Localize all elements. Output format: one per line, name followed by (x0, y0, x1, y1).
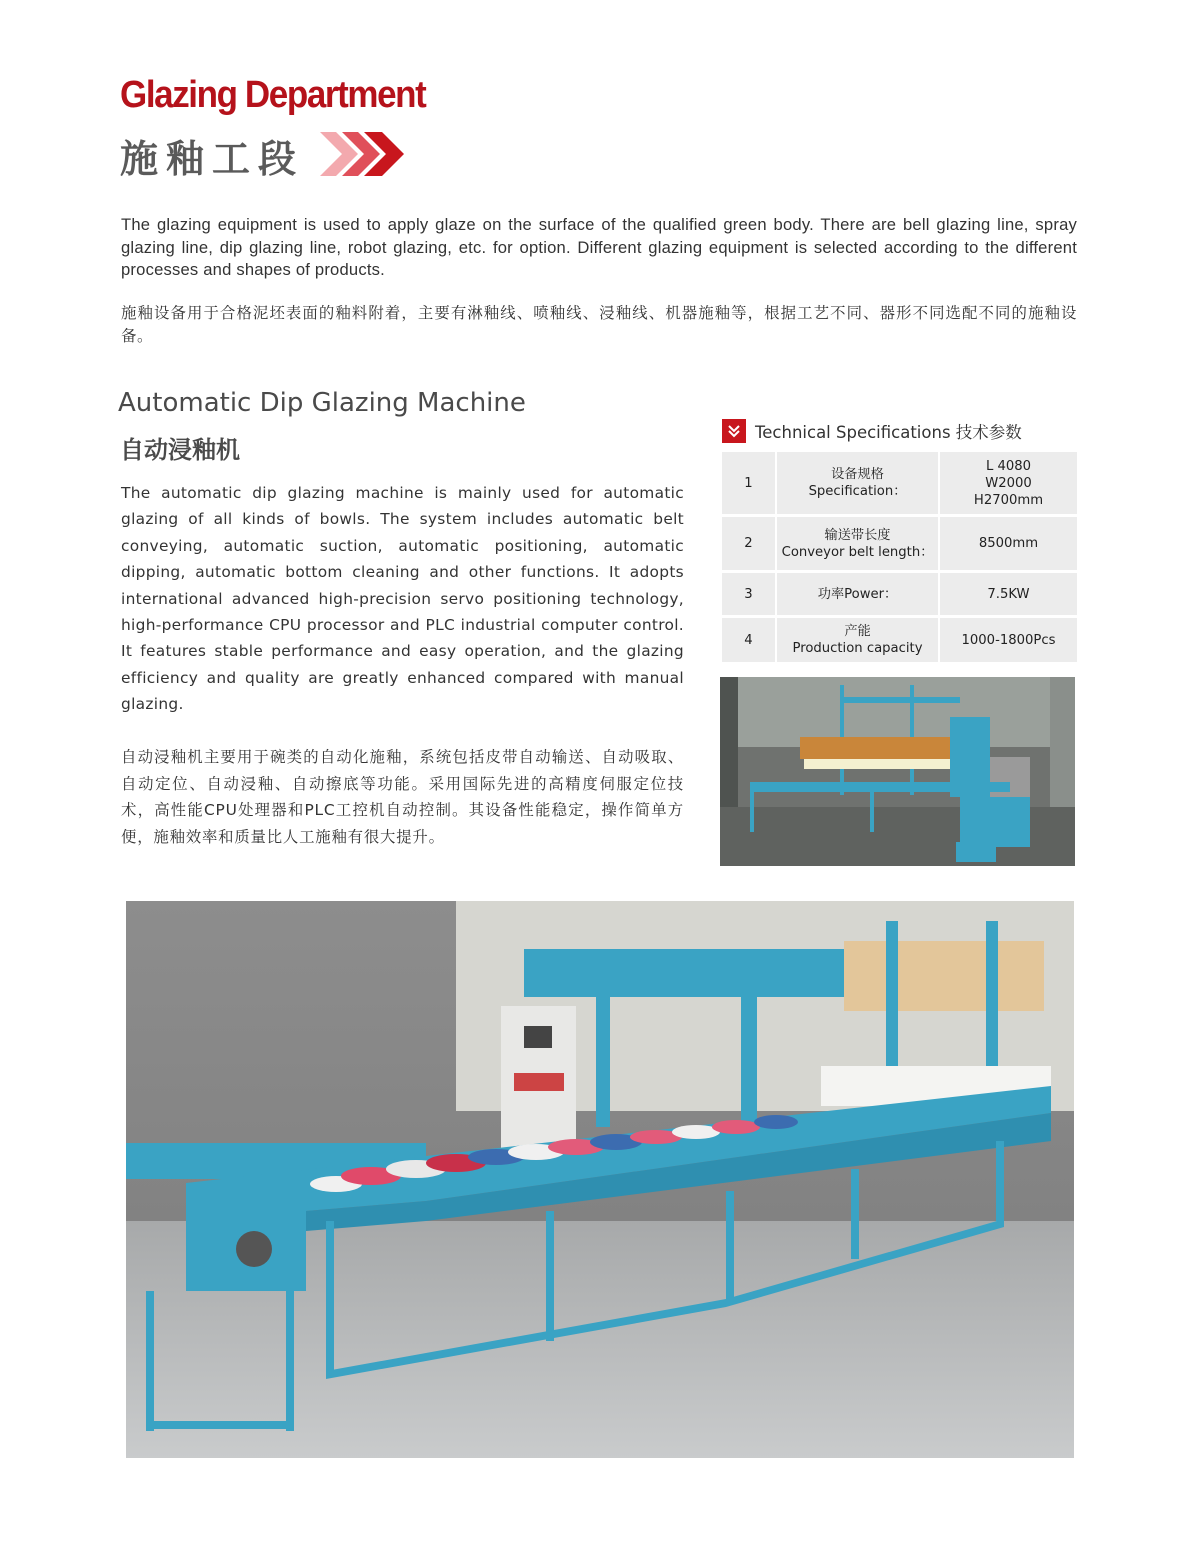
spec-label-cn: 功率Power： (817, 586, 898, 602)
spec-no: 3 (722, 573, 777, 615)
spec-label (777, 452, 940, 514)
table-row (722, 452, 1077, 517)
machine-photo-small (720, 677, 1075, 866)
spec-value-line: W2000 (985, 475, 1032, 491)
double-chevron-down-icon (722, 419, 746, 443)
spec-value (940, 452, 1077, 514)
spec-label (777, 618, 940, 662)
spec-no: 4 (722, 618, 777, 662)
spec-value-line: 1000-1800Pcs (961, 632, 1056, 648)
spec-value (940, 573, 1077, 615)
spec-label (777, 573, 940, 615)
spec-no: 1 (722, 452, 777, 514)
spec-label-en: Conveyor belt length： (781, 544, 934, 560)
spec-value-line: 8500mm (978, 536, 1039, 551)
machine-description-en: The automatic dip glazing machine is mainly used for automatic glazing of all kinds of bowls. The system includes automatic belt conveying, automatic suction, automatic positioning, automatic dipping, automatic bottom cleaning and other functions. It adopts international advanced high-precision servo positioning technology, high-performance CPU processor and PLC industrial computer control. It features stable performance and easy operation, and the glazing efficiency and quality are greatly enhanced compared with manual glazing. (121, 484, 684, 714)
table-row (722, 573, 1077, 618)
page-title-cn: 施釉工段 (120, 137, 305, 181)
spec-title: Technical Specifications 技术参数 (755, 423, 1022, 442)
table-row (722, 618, 1077, 662)
page-title-en: Glazing Department (120, 74, 426, 116)
spec-label (777, 517, 940, 570)
spec-value-line: 7.5KW (987, 586, 1030, 602)
spec-value-line: L 4080 (985, 458, 1032, 474)
spec-no: 2 (722, 517, 777, 570)
spec-label-cn: 产能 (844, 624, 871, 639)
chevrons-icon (320, 130, 410, 178)
machine-photo-large (126, 901, 1074, 1458)
machine-title-en: Automatic Dip Glazing Machine (118, 388, 526, 418)
table-row (722, 517, 1077, 573)
machine-description-cn: 自动浸釉机主要用于碗类的自动化施釉，系统包括皮带自动输送、自动吸取、自动定位、自动浸釉、自动擦底等功能。采用国际先进的高精度伺服定位技术，高性能CPU处理器和PLC工控机自动控制。其设备性能稳定，操作简单方便，施釉效率和质量比人工施釉有很大提升。 (121, 748, 684, 846)
spec-label-cn: 设备规格 (831, 467, 884, 482)
spec-label-en: Specification： (808, 484, 907, 499)
spec-value-line: H2700mm (973, 492, 1044, 508)
spec-value (940, 618, 1077, 662)
spec-label-cn: 输送带长度 (824, 527, 891, 543)
intro-paragraph-en: The glazing equipment is used to apply glaze on the surface of the qualified green body. There are bell glazing line, spray glazing line, dip glazing line, robot glazing, etc. for option. Different glazing equipment is selected according to the different processes and shapes of products. (121, 215, 1077, 279)
intro-paragraph-cn: 施釉设备用于合格泥坯表面的釉料附着，主要有淋釉线、喷釉线、浸釉线、机器施釉等，根据工艺不同、器形不同选配不同的施釉设备。 (121, 304, 1077, 345)
spec-value (940, 517, 1077, 570)
spec-label-en: Production capacity (792, 641, 923, 656)
spec-header (722, 418, 1077, 444)
spec-table (722, 452, 1077, 662)
machine-title-cn: 自动浸釉机 (120, 436, 240, 464)
